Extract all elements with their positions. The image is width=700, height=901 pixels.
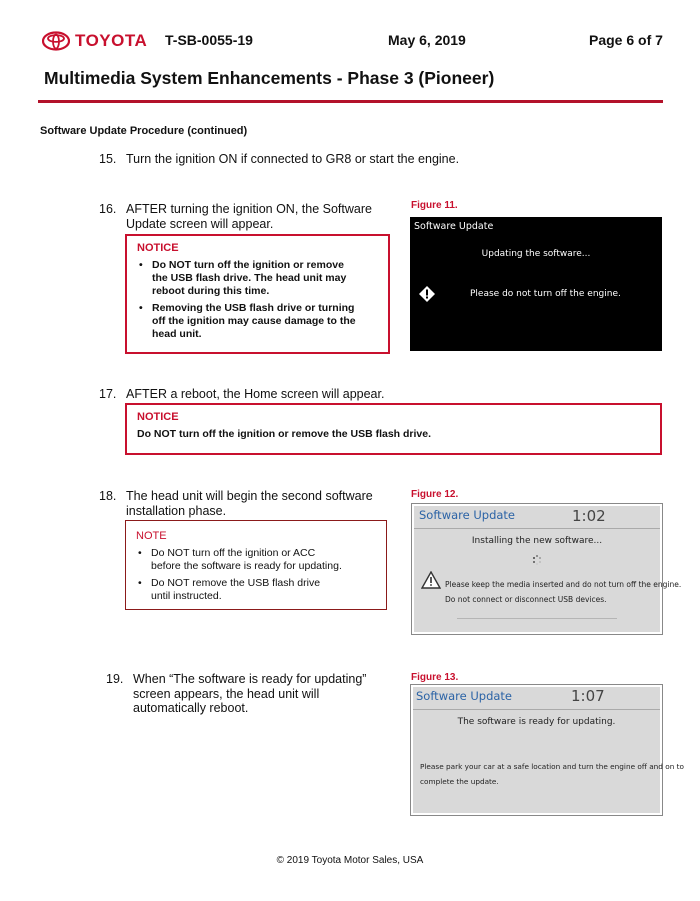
notice-box-2 <box>125 403 662 455</box>
screen-clock: 1:02 <box>572 507 606 525</box>
step-16-text <box>126 202 396 231</box>
screen-info <box>420 759 684 789</box>
step-17-text: AFTER a reboot, the Home screen will appear. <box>126 387 385 401</box>
step-18-number: 18. <box>99 489 117 503</box>
note-item-line: until instructed. <box>151 589 222 602</box>
figure-12-label: Figure 12. <box>411 489 459 500</box>
brand-name: TOYOTA <box>75 31 148 50</box>
screen-message: Installing the new software... <box>471 536 603 546</box>
figure-11-label: Figure 11. <box>411 200 458 211</box>
screen-info-line: complete the update. <box>420 777 499 786</box>
document-date: May 6, 2019 <box>388 32 466 48</box>
note-item <box>136 577 376 602</box>
warning-triangle-icon <box>421 571 441 589</box>
note-item <box>136 547 376 572</box>
note-title: NOTE <box>136 530 167 542</box>
screen-message: Updating the software... <box>481 249 591 259</box>
step-16-line: AFTER turning the ignition ON, the Software <box>126 202 372 216</box>
step-18-text <box>126 489 396 518</box>
step-15-text: Turn the ignition ON if connected to GR8 or start the engine. <box>126 152 460 166</box>
figure-13-screen <box>410 684 684 816</box>
toyota-logo <box>42 28 147 54</box>
notice-item-line: head unit. <box>152 328 202 340</box>
step-16-number: 16. <box>99 202 117 216</box>
note-item-line: before the software is ready for updating. <box>151 559 342 572</box>
copyright-footer: © 2019 Toyota Motor Sales, USA <box>276 855 424 866</box>
figure-12-screen <box>411 503 682 635</box>
screen-warning-line: Please keep the media inserted and do not turn off the engine. <box>445 580 682 589</box>
step-19-number: 19. <box>106 672 124 686</box>
page-number: Page 6 of 7 <box>589 32 663 48</box>
screen-header-divider <box>414 528 660 529</box>
notice-item-line: reboot during this time. <box>152 285 270 297</box>
figure-13-label: Figure 13. <box>411 672 459 683</box>
notice-item-line: • Removing the USB flash drive or turning <box>152 302 355 314</box>
notice-item <box>137 259 378 298</box>
step-19-line: When “The software is ready for updating” <box>133 672 367 686</box>
step-19-line: automatically reboot. <box>133 701 249 715</box>
note-item-line: • Do NOT turn off the ignition or ACC <box>151 547 316 559</box>
screen-clock: 1:07 <box>571 687 605 705</box>
note-item-line: • Do NOT remove the USB flash drive <box>151 577 321 589</box>
toyota-emblem-icon <box>42 31 70 51</box>
screen-title: Software Update <box>416 689 512 703</box>
note-box <box>125 520 387 610</box>
screen-info-line: Please park your car at a safe location and turn the engine off and on to <box>420 762 684 771</box>
section-title: Software Update Procedure (continued) <box>40 125 248 137</box>
header-divider <box>38 100 663 103</box>
screen-warning <box>445 577 681 607</box>
step-15-number: 15. <box>99 152 117 166</box>
notice-item-line: the USB flash drive. The head unit may <box>152 272 347 284</box>
notice-text: Do NOT turn off the ignition or remove the USB flash drive. <box>137 428 432 440</box>
document-id: T-SB-0055-19 <box>165 32 253 48</box>
warning-diamond-icon <box>418 285 436 303</box>
step-17-number: 17. <box>99 387 117 401</box>
screen-title: Software Update <box>414 221 494 232</box>
notice-item-line: • Do NOT turn off the ignition or remove <box>152 259 344 271</box>
notice-title: NOTICE <box>137 242 179 254</box>
loading-spinner-icon <box>531 554 543 566</box>
notice-box-1 <box>125 234 390 354</box>
screen-warning: Please do not turn off the engine. <box>470 289 621 299</box>
screen-header-divider <box>413 709 660 710</box>
step-19-text <box>133 672 393 716</box>
step-19-line: screen appears, the head unit will <box>133 686 320 701</box>
page-title: Multimedia System Enhancements - Phase 3 (Pioneer) <box>44 68 495 88</box>
notice-item-line: off the ignition may cause damage to the <box>152 315 356 327</box>
screen-message: The software is ready for updating. <box>457 717 616 727</box>
step-18-line: The head unit will begin the second software <box>126 489 373 503</box>
step-16-line: Update screen will appear. <box>126 216 274 231</box>
screen-warning-line: Do not connect or disconnect USB devices. <box>445 595 607 604</box>
step-18-line: installation phase. <box>126 503 227 518</box>
screen-title: Software Update <box>419 508 515 522</box>
notice-item <box>137 302 378 341</box>
figure-11-screen <box>410 217 662 351</box>
notice-title: NOTICE <box>137 411 179 423</box>
progress-track <box>457 618 617 619</box>
